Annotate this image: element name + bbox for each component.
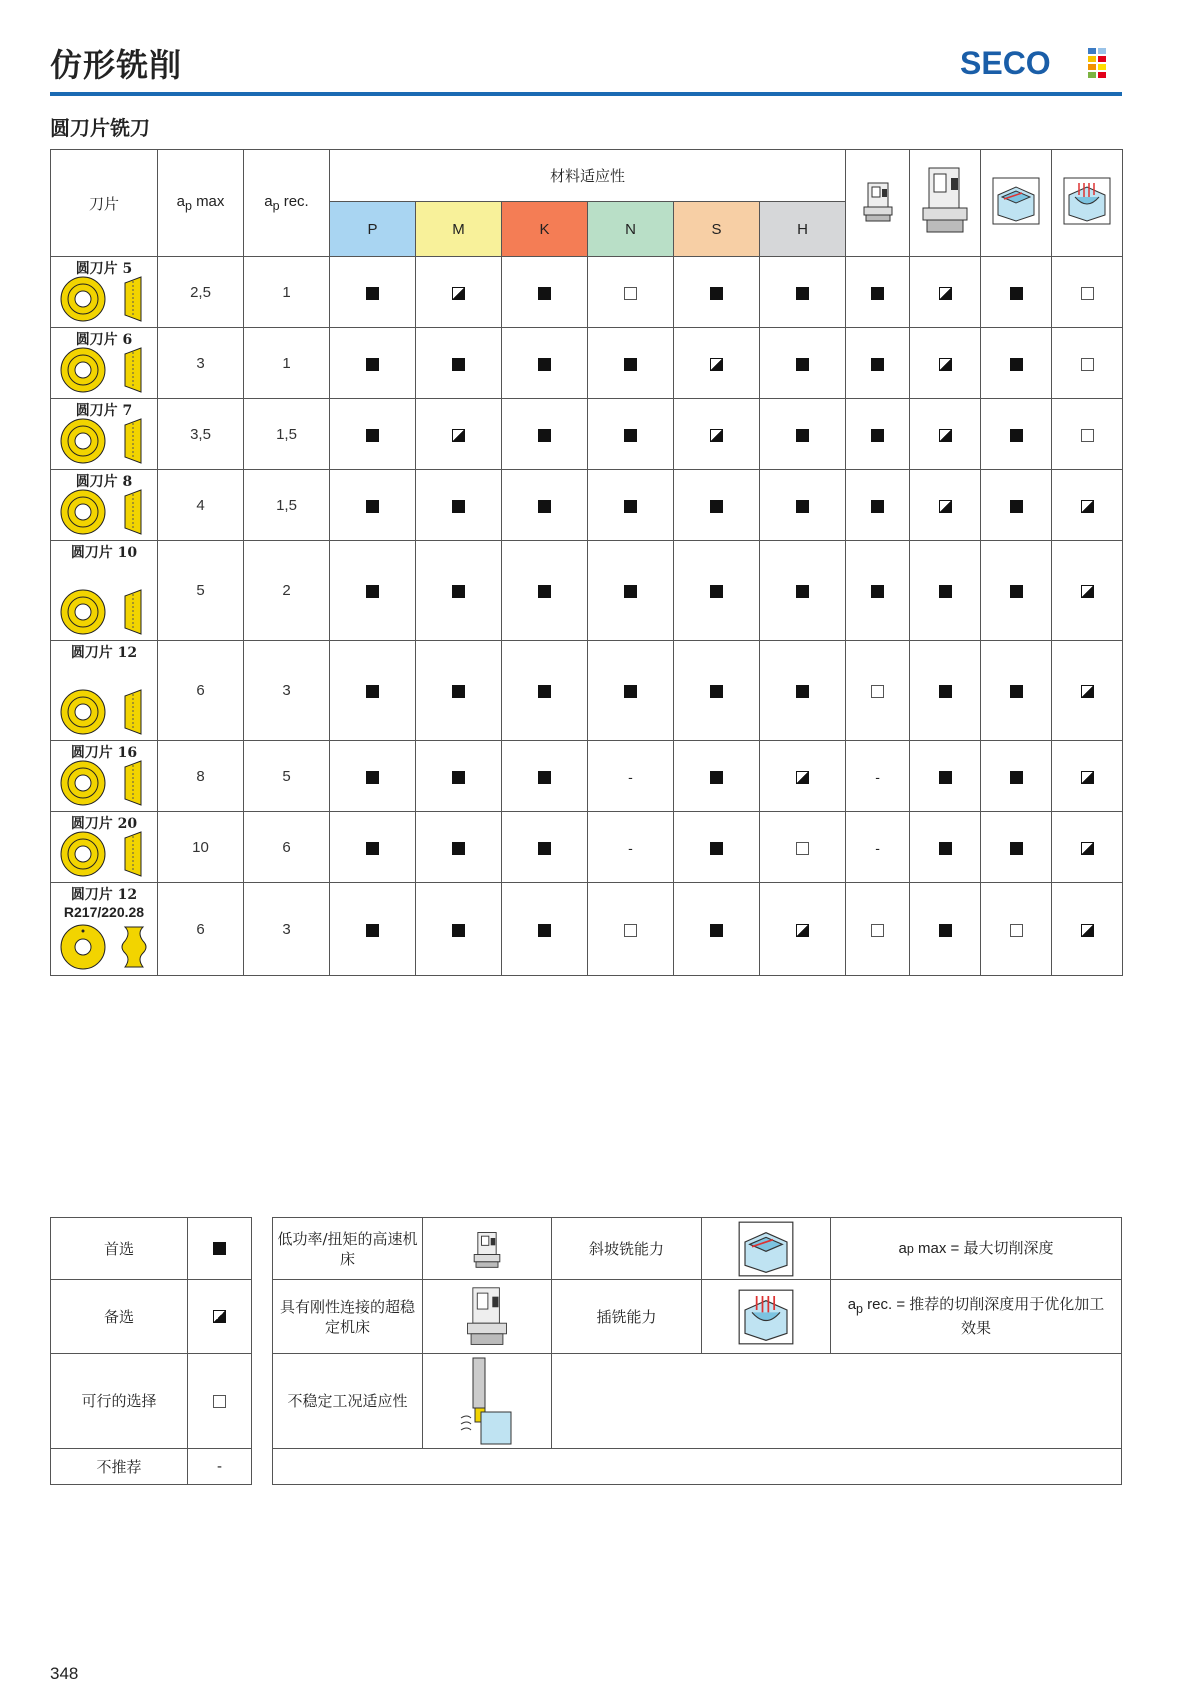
suitability-cell [981, 257, 1052, 328]
suitability-cell [1052, 812, 1123, 883]
suitability-cell [981, 541, 1052, 641]
legend-alternative-symbol [187, 1279, 252, 1354]
suitability-cell [502, 741, 588, 812]
suitability-cell [760, 641, 846, 741]
ap-rec-cell: 3 [244, 883, 330, 976]
suitability-cell [981, 641, 1052, 741]
suitability-cell [416, 641, 502, 741]
insert-cell: 圆刀片 8 [51, 470, 158, 541]
suitability-cell [588, 399, 674, 470]
legend-possible-label: 可行的选择 [50, 1353, 188, 1449]
suitability-cell [910, 470, 981, 541]
suitability-cell [1052, 328, 1123, 399]
ap-rec-cell: 5 [244, 741, 330, 812]
suitability-cell [760, 328, 846, 399]
suitability-cell [674, 741, 760, 812]
suitability-cell [1052, 541, 1123, 641]
suitability-cell [1052, 883, 1123, 976]
table-row [51, 328, 1123, 399]
ap-max-cell: 8 [158, 741, 244, 812]
suitability-cell [760, 541, 846, 641]
suitability-cell [910, 812, 981, 883]
suitability-table [50, 149, 1123, 976]
suitability-cell [674, 883, 760, 976]
suitability-cell [674, 641, 760, 741]
section-subtitle: 圆刀片铣刀 [50, 116, 150, 140]
insert-cell: 圆刀片 12 R217/220.28 [51, 883, 158, 976]
ap-rec-cell: 1,5 [244, 399, 330, 470]
suitability-cell [330, 257, 416, 328]
suitability-cell [760, 399, 846, 470]
table-row [51, 812, 1123, 883]
suitability-cell [330, 812, 416, 883]
suitability-cell [981, 470, 1052, 541]
legend-rigid-icon [422, 1279, 552, 1354]
ap-rec-cell: 1 [244, 328, 330, 399]
table-row [51, 541, 1123, 641]
legend-preferred-symbol [187, 1217, 252, 1280]
material-M: M [416, 202, 502, 257]
suitability-cell [760, 257, 846, 328]
legend-plunge-icon [701, 1279, 831, 1354]
table-row [51, 641, 1123, 741]
material-K: K [502, 202, 588, 257]
suitability-cell [910, 741, 981, 812]
suitability-cell [502, 641, 588, 741]
suitability-cell [330, 741, 416, 812]
suitability-cell [330, 883, 416, 976]
suitability-cell [910, 541, 981, 641]
suitability-cell: - [846, 741, 910, 812]
table-row [51, 883, 1123, 976]
page-number: 348 [50, 1664, 79, 1683]
suitability-cell [760, 812, 846, 883]
suitability-cell [1052, 641, 1123, 741]
legend-preferred-label: 首选 [50, 1217, 188, 1280]
suitability-cell [674, 470, 760, 541]
suitability-cell [330, 470, 416, 541]
suitability-cell [846, 883, 910, 976]
legend-not-recommended-label: 不推荐 [50, 1448, 188, 1485]
suitability-cell [1052, 257, 1123, 328]
suitability-cell [846, 470, 910, 541]
legend-ap-max: a p max = 最大切削深度 [830, 1217, 1122, 1280]
suitability-cell [910, 399, 981, 470]
suitability-cell [910, 257, 981, 328]
suitability-cell [674, 257, 760, 328]
material-N: N [588, 202, 674, 257]
insert-cell: 圆刀片 5 [51, 257, 158, 328]
suitability-cell [674, 812, 760, 883]
legend-ramping-label: 斜坡铣能力 [551, 1217, 702, 1280]
ap-rec-cell: 1 [244, 257, 330, 328]
low-power-machine-icon [846, 150, 910, 257]
suitability-cell [760, 470, 846, 541]
table-row [51, 470, 1123, 541]
legend-plunge-label: 插铣能力 [551, 1279, 702, 1354]
suitability-cell [1052, 741, 1123, 812]
insert-cell: 圆刀片 16 [51, 741, 158, 812]
ap-rec-cell: 6 [244, 812, 330, 883]
legend [50, 1217, 1122, 1485]
material-H: H [760, 202, 846, 257]
suitability-cell [981, 883, 1052, 976]
suitability-cell [846, 641, 910, 741]
suitability-cell [1052, 470, 1123, 541]
col-header-ap-rec: $a_p$ rec. [244, 150, 330, 257]
suitability-cell [846, 257, 910, 328]
suitability-cell [674, 541, 760, 641]
suitability-cell [502, 399, 588, 470]
suitability-cell [1052, 399, 1123, 470]
suitability-cell [588, 328, 674, 399]
suitability-cell [502, 328, 588, 399]
rigid-machine-icon [910, 150, 981, 257]
ap-max-cell: 3,5 [158, 399, 244, 470]
insert-cell: 圆刀片 6 [51, 328, 158, 399]
suitability-cell [502, 812, 588, 883]
legend-possible-symbol [187, 1353, 252, 1449]
legend-not-recommended-symbol: - [187, 1448, 252, 1485]
col-header-ap-max: $a_p$ max [158, 150, 244, 257]
suitability-cell [981, 328, 1052, 399]
suitability-cell [910, 328, 981, 399]
material-S: S [674, 202, 760, 257]
suitability-cell [330, 541, 416, 641]
insert-cell: 圆刀片 7 [51, 399, 158, 470]
suitability-cell [981, 399, 1052, 470]
suitability-cell [674, 328, 760, 399]
legend-rigid-label: 具有刚性连接的超稳定机床 [272, 1279, 423, 1354]
header-rule [50, 92, 1122, 96]
ap-max-cell: 3 [158, 328, 244, 399]
plunge-milling-icon [1052, 150, 1123, 257]
ap-max-cell: 5 [158, 541, 244, 641]
suitability-cell [674, 399, 760, 470]
suitability-cell [846, 541, 910, 641]
suitability-cell [330, 641, 416, 741]
suitability-cell [588, 470, 674, 541]
insert-cell: 圆刀片 12 [51, 641, 158, 741]
table-row [51, 741, 1123, 812]
suitability-cell [760, 741, 846, 812]
ap-max-cell: 6 [158, 883, 244, 976]
suitability-cell [502, 883, 588, 976]
suitability-cell [846, 399, 910, 470]
legend-unstable-icon [422, 1353, 552, 1449]
legend-ap-rec: $a_p$ rec. = 推荐的切削深度用于优化加工效果 [830, 1279, 1122, 1354]
ap-max-cell: 10 [158, 812, 244, 883]
legend-low-power-icon [422, 1217, 552, 1280]
legend-unstable-label: 不稳定工况适应性 [272, 1353, 423, 1449]
table-row [51, 399, 1123, 470]
legend-empty-cell [551, 1353, 1122, 1449]
suitability-cell [416, 257, 502, 328]
suitability-cell [981, 812, 1052, 883]
ap-rec-cell: 2 [244, 541, 330, 641]
suitability-cell [330, 328, 416, 399]
page-title: 仿形铣削 [50, 46, 183, 84]
suitability-cell: - [588, 812, 674, 883]
legend-alternative-label: 备选 [50, 1279, 188, 1354]
table-row [51, 257, 1123, 328]
suitability-cell [416, 328, 502, 399]
legend-ramping-icon [701, 1217, 831, 1280]
legend-empty-row [272, 1448, 1122, 1485]
suitability-cell [910, 883, 981, 976]
ap-max-cell: 4 [158, 470, 244, 541]
legend-low-power-label: 低功率/扭矩的高速机床 [272, 1217, 423, 1280]
suitability-cell [416, 399, 502, 470]
suitability-cell [588, 257, 674, 328]
suitability-cell [416, 541, 502, 641]
suitability-cell [981, 741, 1052, 812]
suitability-cell [416, 470, 502, 541]
suitability-cell [846, 328, 910, 399]
ap-rec-cell: 3 [244, 641, 330, 741]
insert-cell: 圆刀片 10 [51, 541, 158, 641]
svg-text:SECO: SECO [960, 45, 1051, 81]
col-header-insert: 刀片 [51, 150, 158, 257]
suitability-cell [588, 883, 674, 976]
suitability-cell [910, 641, 981, 741]
suitability-cell [588, 541, 674, 641]
insert-cell: 圆刀片 20 [51, 812, 158, 883]
suitability-cell [416, 883, 502, 976]
material-P: P [330, 202, 416, 257]
suitability-cell [502, 470, 588, 541]
suitability-cell: - [588, 741, 674, 812]
suitability-cell [502, 257, 588, 328]
suitability-cell [502, 541, 588, 641]
ramping-icon [981, 150, 1052, 257]
suitability-cell: - [846, 812, 910, 883]
ap-max-cell: 2,5 [158, 257, 244, 328]
ap-max-cell: 6 [158, 641, 244, 741]
suitability-cell [588, 641, 674, 741]
ap-rec-cell: 1,5 [244, 470, 330, 541]
suitability-cell [760, 883, 846, 976]
material-group-header: 材料适应性 [330, 150, 846, 202]
suitability-cell [416, 812, 502, 883]
suitability-cell [416, 741, 502, 812]
seco-logo [958, 44, 1118, 84]
suitability-cell [330, 399, 416, 470]
